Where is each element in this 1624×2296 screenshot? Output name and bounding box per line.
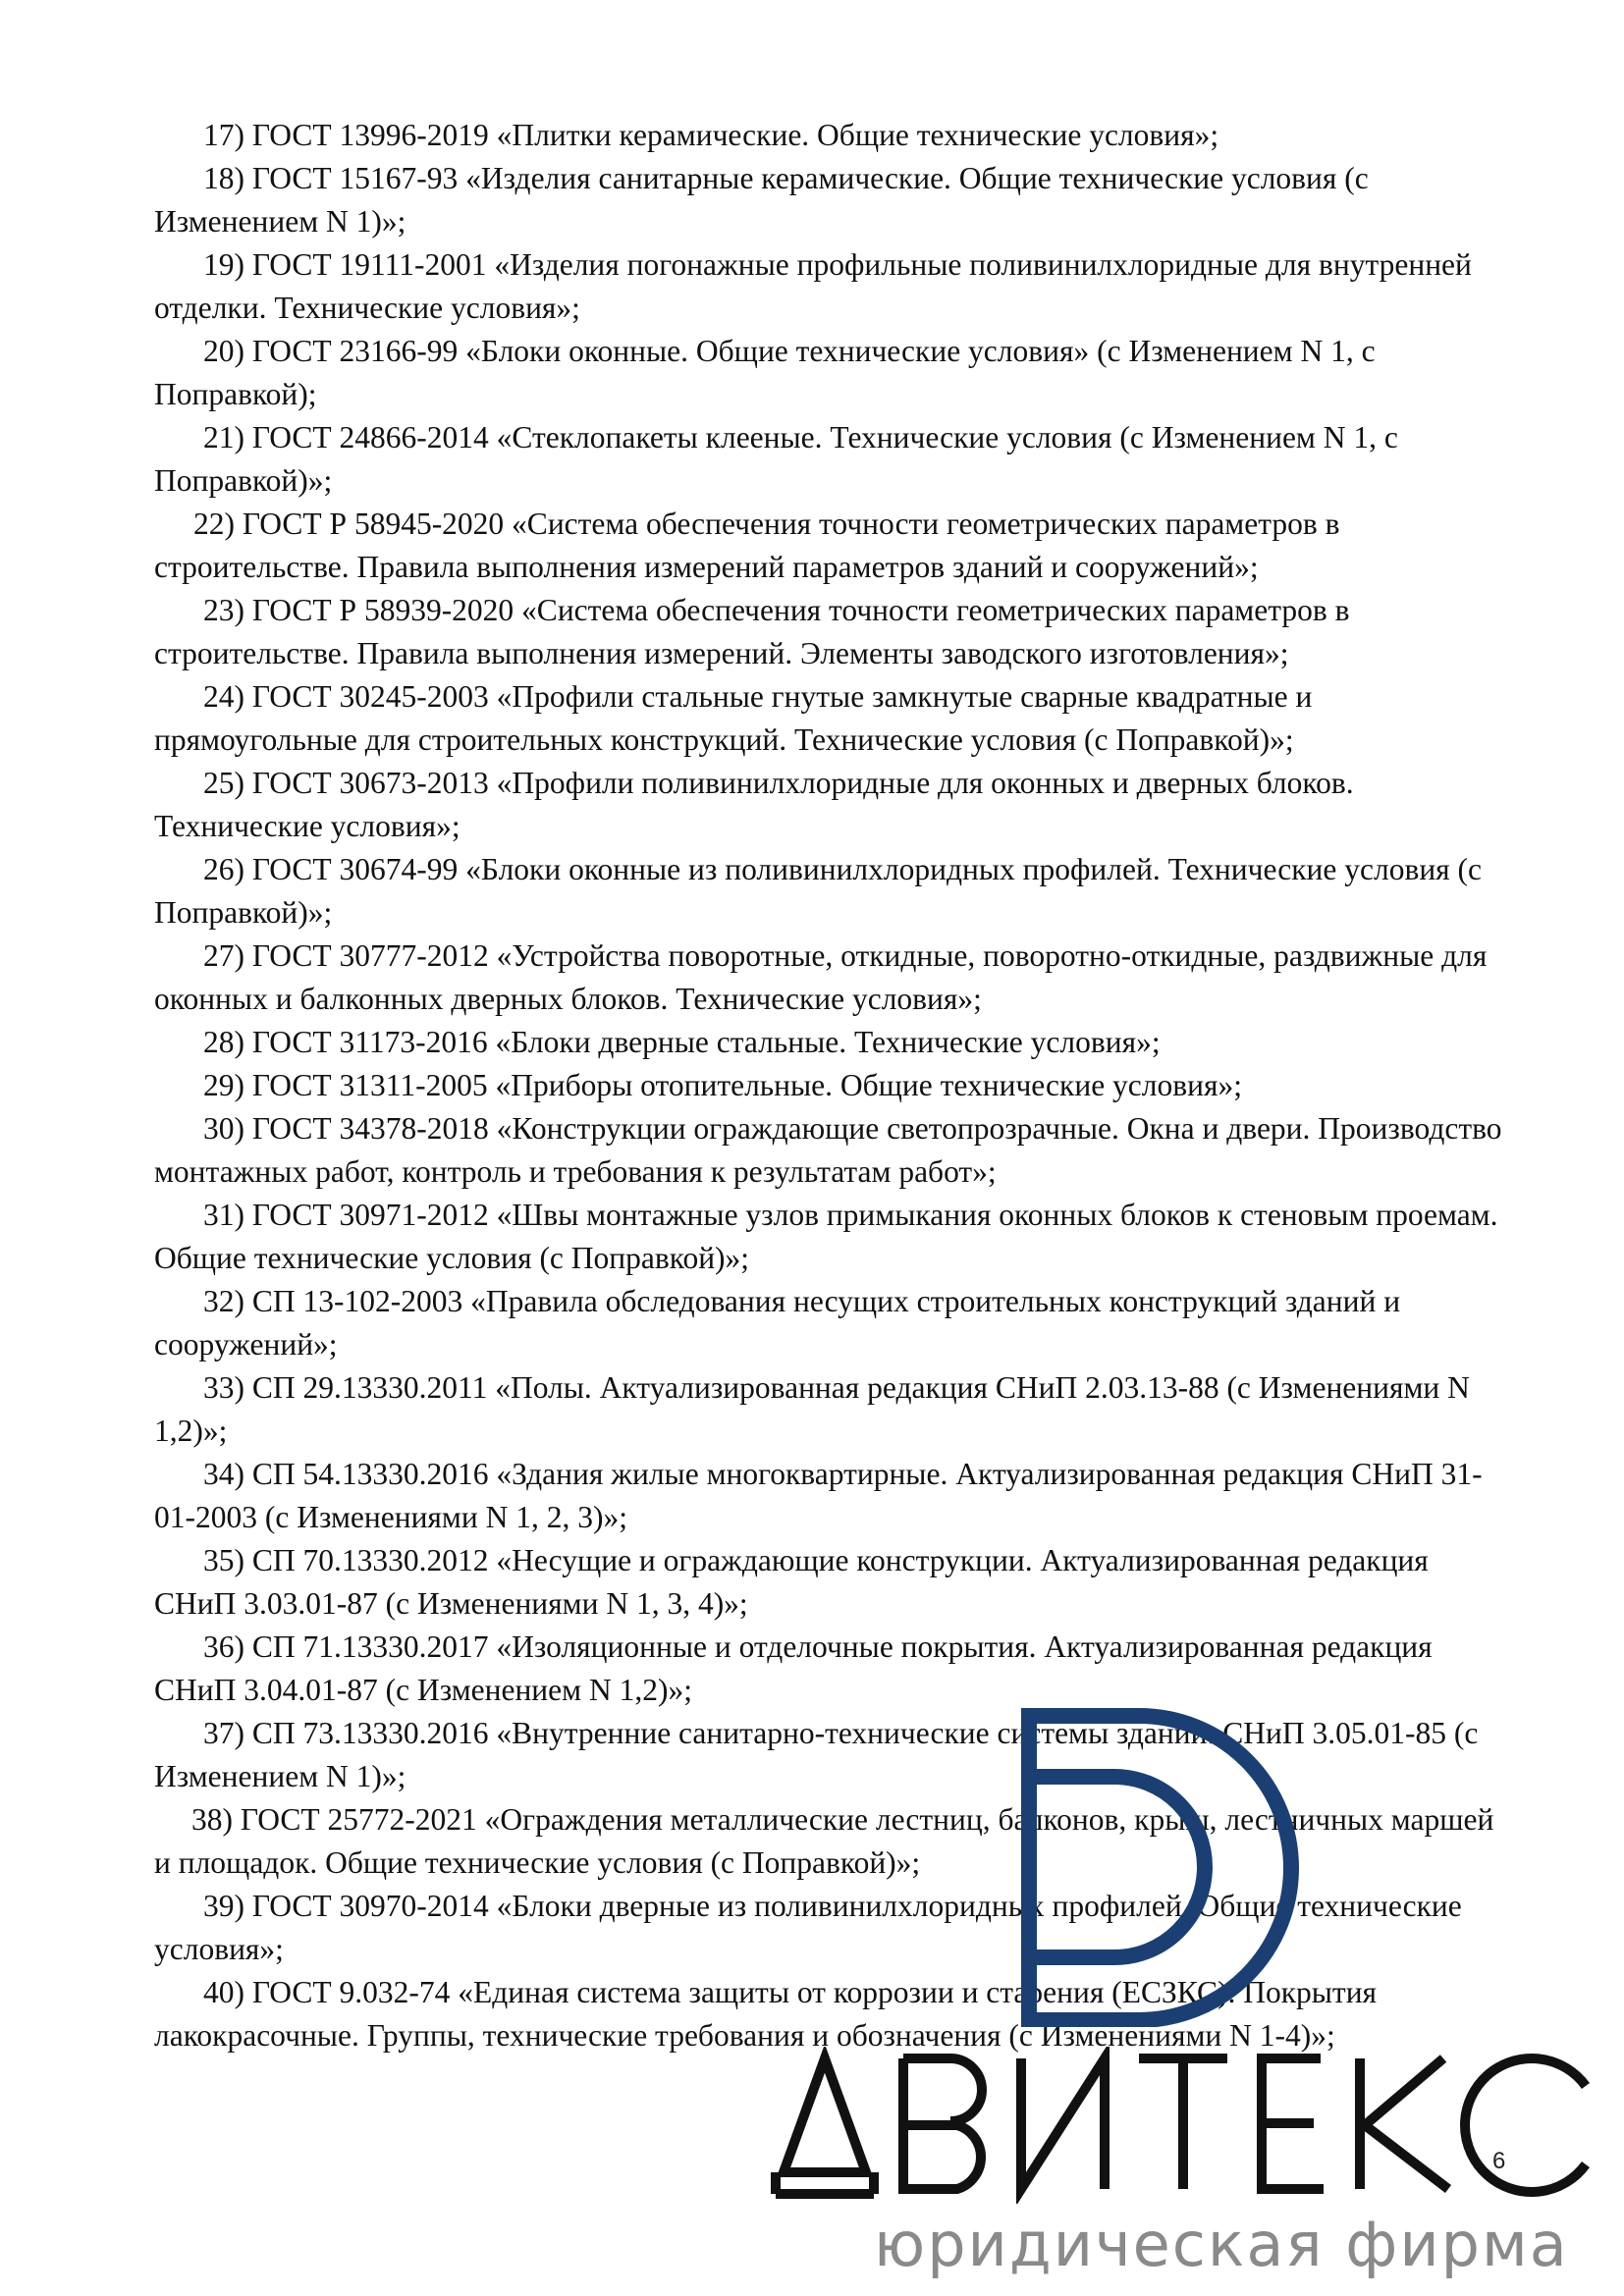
list-item: 25) ГОСТ 30673-2013 «Профили поливинилхлоридные для оконных и дверных блоков. Технические условия»;	[154, 766, 1354, 843]
list-item: 37) СП 73.13330.2016 «Внутренние санитарно-технические системы зданий. СНиП 3.05.01-85 (с Изменением N 1)»;	[154, 1716, 1479, 1793]
list-item: 21) ГОСТ 24866-2014 «Стеклопакеты клееные. Технические условия (с Изменением N 1, с Поправкой)»;	[154, 420, 1398, 498]
list-item: 20) ГОСТ 23166-99 «Блоки оконные. Общие технические условия» (с Изменением N 1, с Поправкой);	[154, 334, 1376, 411]
list-item: 24) ГОСТ 30245-2003 «Профили стальные гнутые замкнутые сварные квадратные и прямоугольные для строительных конструкций. Технические условия (с Поправкой)»;	[154, 679, 1313, 757]
list-item: 36) СП 71.13330.2017 «Изоляционные и отделочные покрытия. Актуализированная редакция СНиП 3.04.01-87 (с Изменением N 1,2)»;	[154, 1629, 1433, 1707]
list-item: 27) ГОСТ 30777-2012 «Устройства поворотные, откидные, поворотно-откидные, раздвижные для оконных и балконных дверных блоков. Технические условия»;	[154, 938, 1488, 1016]
list-item: 39) ГОСТ 30970-2014 «Блоки дверные из поливинилхлоридных профилей. Общие технические условия»;	[154, 1889, 1462, 1966]
list-item: 32) СП 13-102-2003 «Правила обследования несущих строительных конструкций зданий и сооружений»;	[154, 1284, 1401, 1362]
list-item: 28) ГОСТ 31173-2016 «Блоки дверные стальные. Технические условия»;	[203, 1025, 1161, 1059]
list-item: 31) ГОСТ 30971-2012 «Швы монтажные узлов примыкания оконных блоков к стеновым проемам. Общие технические условия (с Поправкой)»;	[154, 1198, 1498, 1275]
list-item: 35) СП 70.13330.2012 «Несущие и ограждающие конструкции. Актуализированная редакция СНиП 3.03.01-87 (с Изменениями N 1, 3, 4)»;	[154, 1543, 1429, 1621]
list-item: 17) ГОСТ 13996-2019 «Плитки керамические. Общие технические условия»;	[203, 118, 1219, 152]
list-item: 18) ГОСТ 15167-93 «Изделия санитарные керамические. Общие технические условия (с Изменением N 1)»;	[154, 161, 1369, 239]
list-item: 29) ГОСТ 31311-2005 «Приборы отопительные. Общие технические условия»;	[203, 1068, 1242, 1102]
list-item: 40) ГОСТ 9.032-74 «Единая система защиты от коррозии и старения (ЕСЗКС). Покрытия лакокрасочные. Группы, технические требования и обозначения (с Изменениями N 1-4)»;	[154, 1975, 1378, 2053]
list-item: 22) ГОСТ Р 58945-2020 «Система обеспечения точности геометрических параметров в строительстве. Правила выполнения измерений параметров зданий и сооружений»;	[154, 507, 1340, 584]
list-item: 38) ГОСТ 25772-2021 «Ограждения металлические лестниц, балконов, крыш, лестничных маршей и площадок. Общие технические условия (с Поправкой)»;	[154, 1802, 1494, 1880]
list-item: 19) ГОСТ 19111-2001 «Изделия погонажные профильные поливинилхлоридные для внутренней отделки. Технические условия»;	[154, 247, 1472, 325]
list-item: 33) СП 29.13330.2011 «Полы. Актуализированная редакция СНиП 2.03.13-88 (с Изменениями N 1,2)»;	[154, 1370, 1470, 1448]
company-logo-mark-icon	[1021, 1708, 1360, 2027]
list-item: 30) ГОСТ 34378-2018 «Конструкции ограждающие светопрозрачные. Окна и двери. Производство монтажных работ, контроль и требования к результатам работ»;	[154, 1111, 1502, 1189]
list-item: 34) СП 54.13330.2016 «Здания жилые многоквартирные. Актуализированная редакция СНиП 31-01-2003 (с Изменениями N 1, 2, 3)»;	[154, 1457, 1483, 1534]
company-logo-wordmark	[756, 2047, 1620, 2204]
page-number: 6	[1492, 2148, 1506, 2174]
list-item: 23) ГОСТ Р 58939-2020 «Система обеспечения точности геометрических параметров в строительстве. Правила выполнения измерений. Элементы заводского изготовления»;	[154, 593, 1350, 670]
company-logo-tagline: юридическая фирма	[874, 2209, 1569, 2280]
list-item: 26) ГОСТ 30674-99 «Блоки оконные из поливинилхлоридных профилей. Технические условия (с Поправкой)»;	[154, 852, 1483, 930]
